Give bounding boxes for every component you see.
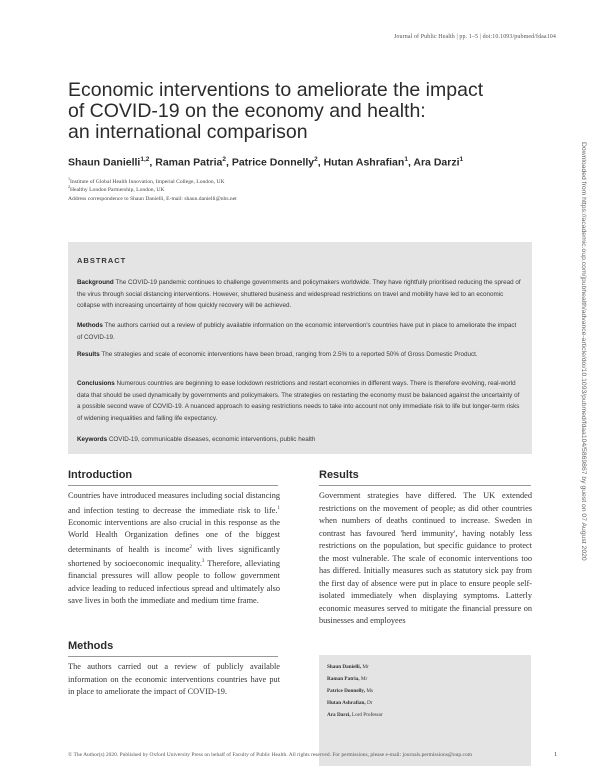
methods-text: The authors carried out a review of publicly available information on the economic interventions countries have put in place to ameliorate the impact of COVID-19. — [68, 662, 280, 696]
author-separator: , — [317, 156, 324, 169]
citation-ref: 1 — [277, 505, 280, 511]
introduction-heading: Introduction — [68, 469, 133, 481]
methods-rule — [68, 656, 278, 657]
author-box-name: Ara Darzi, — [327, 712, 351, 718]
methods-heading: Methods — [68, 640, 114, 652]
author-name: Shaun Danielli — [68, 156, 141, 169]
abstract-methods-label: Methods — [77, 322, 103, 329]
author-affil-ref: 1 — [459, 156, 464, 163]
author-affil-ref: 2 — [314, 156, 318, 163]
abstract-keywords-label: Keywords — [77, 436, 108, 443]
abstract-conclusions-text: Numerous countries are beginning to ease lockdown restrictions and restart economies in different ways. There is therefore evolving, real-world data that should be used dynamically by governments and policymakers. The strategies on restarting the economy must be balanced against the uncertainty of a possible second wave of COVID-19. A nuanced approach to easing restrictions needs to take into account not only immediate risk to life but longer-term risks of widening inequalities and falling life expectancy. — [77, 380, 520, 422]
abstract-background-text: The COVID-19 pandemic continues to challenge governments and policymakers worldwide. They have rightfully prioritised reducing the spread of the virus through social distancing interventions. However, shuttered business and widespread restrictions on travel and mobility have led to an economic collapse with increasing uncertainty of how quickly recovery will be achieved. — [77, 279, 521, 310]
author-box-line — [327, 676, 367, 682]
download-watermark-text: Downloaded from https://academic.oup.com/jpubhealth/advance-article/doi/10.1093/pubmed/fdaa104/5869867 by guest on 07 August 2020 — [580, 142, 587, 561]
introduction-text — [68, 490, 280, 608]
intro-sentence: Economic interventions are also crucial in this response as the World Health Organization defines one of the biggest determinants of health is income — [68, 517, 280, 554]
introduction-rule — [68, 485, 278, 486]
abstract-conclusions — [77, 378, 523, 424]
abstract-conclusions-label: Conclusions — [77, 380, 115, 387]
author-name: Patrice Donnelly — [231, 156, 315, 169]
affiliation-text: Healthy London Partnership, London, UK — [70, 186, 165, 193]
results-heading: Results — [319, 469, 359, 481]
author-affil-ref: 1 — [404, 156, 408, 163]
abstract-methods — [77, 320, 523, 343]
copyright-footer: © The Author(s) 2020. Published by Oxford University Press on behalf of Faculty of Public Health. All rights reserved. For permissions, please e-mail: journals.permissions@oup.com — [68, 752, 473, 758]
author-name: Ara Darzi — [413, 156, 460, 169]
author-separator: , — [149, 156, 156, 169]
citation-ref: 3 — [201, 559, 205, 565]
page-number: 1 — [554, 751, 558, 758]
abstract-results-label: Results — [77, 351, 100, 358]
title-line-2: of COVID-19 on the economy and health: — [68, 100, 426, 122]
title-line-1: Economic interventions to ameliorate the impact — [68, 79, 484, 101]
title-line-3: an international comparison — [68, 121, 308, 143]
download-watermark — [577, 142, 587, 762]
affiliation-2 — [68, 184, 164, 193]
author-box-line — [327, 664, 369, 670]
author-affil-ref: 1,2 — [140, 156, 150, 163]
author-box-name: Shaun Danielli, — [327, 664, 362, 670]
abstract-methods-text: The authors carried out a review of publicly available information on the economic intervention's countries have put in place to ameliorate the impact of COVID-19. — [77, 322, 517, 341]
author-name: Hutan Ashrafian — [323, 156, 405, 169]
abstract-results-text: The strategies and scale of economic interventions have been broad, ranging from 2.5% to a reported 50% of Gross Domestic Product. — [101, 351, 478, 358]
citation-ref: 2 — [189, 544, 192, 550]
author-box-role: Mr — [362, 664, 369, 670]
author-name: Raman Patria — [155, 156, 223, 169]
author-box-name: Patrice Donnelly, — [327, 688, 366, 694]
abstract-background-label: Background — [77, 279, 114, 286]
author-box-role: Dr — [366, 700, 373, 706]
author-box-role: Mr — [360, 676, 368, 682]
abstract-background — [77, 277, 523, 312]
article-title — [68, 80, 488, 143]
affiliation-number: 1 — [68, 176, 70, 181]
correspondence: Address correspondence to Shaun Danielli, E-mail: shaun.danielli@nhs.net — [68, 196, 237, 202]
author-box-role: Lord Professor — [351, 712, 383, 718]
abstract-keywords-text: COVID-19, communicable diseases, economic interventions, public health — [108, 436, 316, 443]
author-box-role: Ms — [366, 688, 373, 694]
author-list — [68, 156, 463, 169]
abstract-keywords — [77, 434, 523, 446]
author-box-line — [327, 688, 373, 694]
intro-sentence: Therefore, alleviating financial pressures will allow people to follow government advice leading to reduced infectious spread and ultimately also save lives in both the immediate and medium time frame. — [68, 558, 280, 606]
results-rule — [319, 485, 531, 486]
author-box-line — [327, 700, 372, 706]
abstract-results — [77, 349, 523, 361]
affiliation-number: 2 — [68, 184, 70, 189]
author-box-name: Raman Patria, — [327, 676, 360, 682]
author-separator: , — [226, 156, 232, 169]
intro-sentence: Countries have introduced measures including social distancing and infection testing to decrease the immediate risk to life. — [68, 491, 280, 515]
author-separator: , — [407, 156, 414, 169]
abstract-heading: ABSTRACT — [77, 256, 127, 265]
results-text: Government strategies have differed. The UK extended restrictions on the movement of people; as did other countries when numbers of deaths continued to increase. Sweden in contrast has favoured 'herd immunity', having notably less restrictions on the population, but specific guidance to protect the most vulnerable. The scale of economic interventions too has differed. Initially measures such as statutory sick pay from the first day of absence were put in place to ensure people self-isolated immediately when displaying symptoms. Latterly economic measures served to mitigate the financial pressure on businesses and employees — [319, 491, 532, 625]
affiliation-text: Institute of Global Health Innovation, Imperial College, London, UK — [70, 178, 225, 185]
author-box-name: Hutan Ashrafian, — [327, 700, 366, 706]
author-box-line — [327, 712, 383, 718]
running-header: Journal of Public Health | pp. 1–5 | doi:10.1093/pubmed/fdaa104 — [393, 34, 556, 40]
author-info-box — [319, 655, 531, 766]
author-affil-ref: 2 — [222, 156, 226, 163]
intro-sentence: with lives significantly shortened by socioeconomic inequality. — [68, 544, 280, 568]
